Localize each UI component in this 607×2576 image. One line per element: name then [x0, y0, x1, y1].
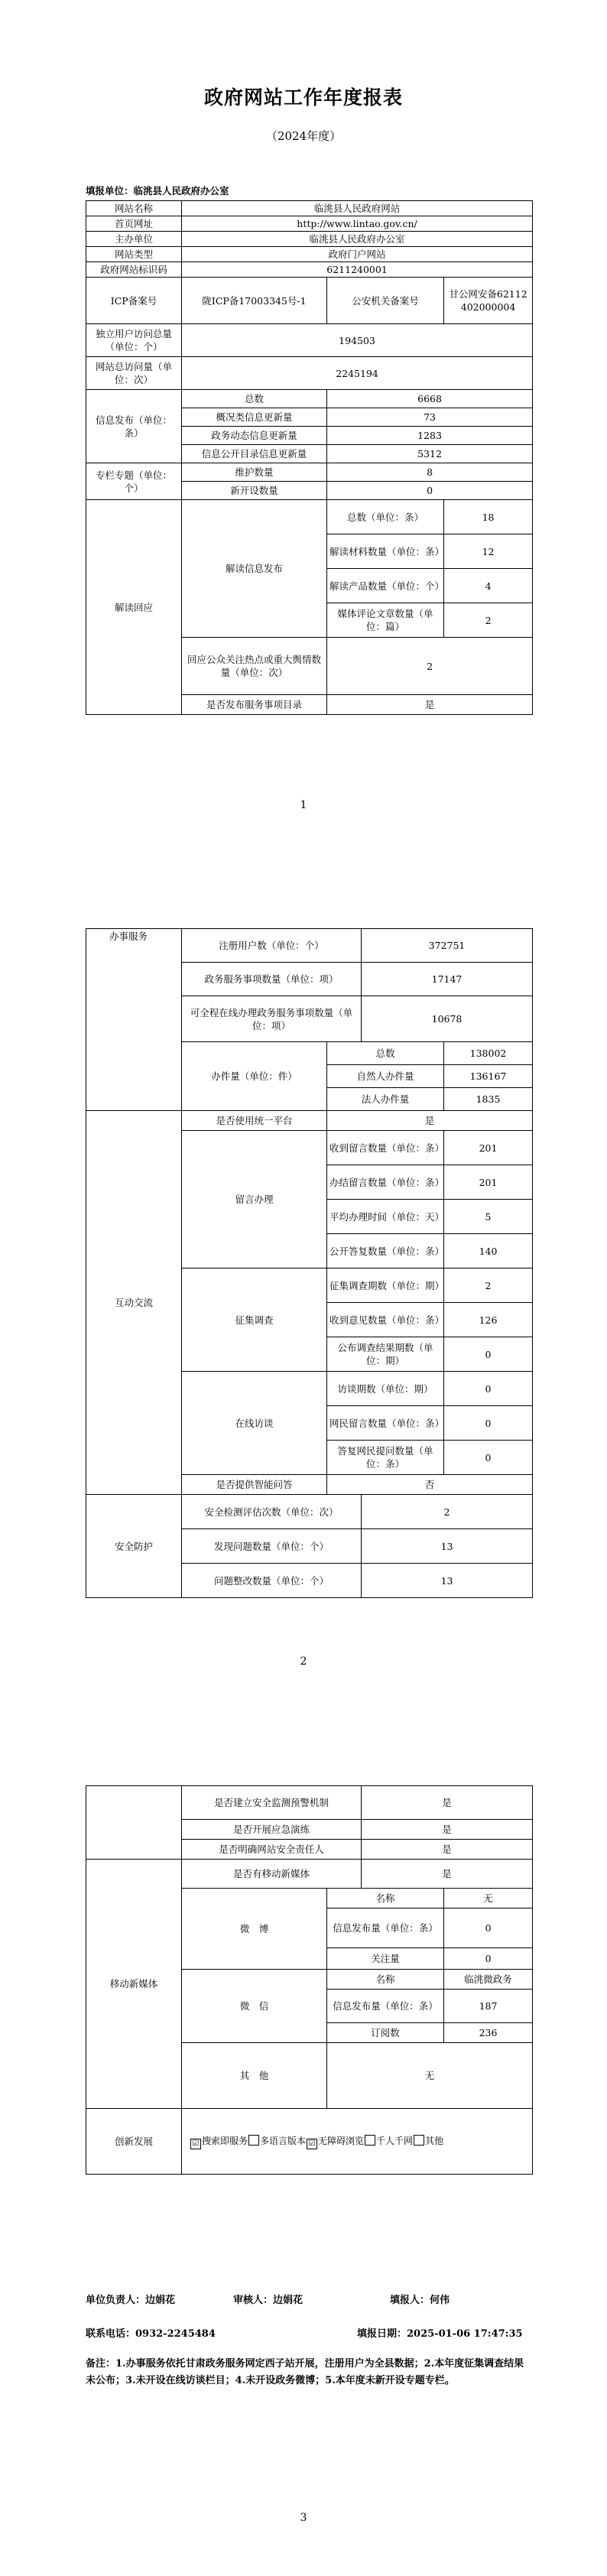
- label-interact: 互动交流: [86, 1111, 182, 1495]
- label-online-msg: 网民留言数量（单位：条）: [327, 1406, 444, 1441]
- label-publish-catalog: 信息公开目录信息更新量: [182, 445, 327, 463]
- label-interpret-hotspot: 回应公众关注热点或重大舆情数量（单位：次）: [182, 638, 327, 695]
- label-host: 主办单位: [86, 232, 182, 247]
- innovation-option[interactable]: 多语言版本: [248, 2136, 306, 2146]
- label-wechat-name: 名称: [327, 1970, 444, 1990]
- signer-leader: 单位负责人：边娟花: [86, 2295, 176, 2306]
- label-platform: 是否使用统一平台: [182, 1111, 327, 1131]
- value-survey-opinion: 126: [444, 1303, 533, 1337]
- value-sec-warn: 是: [362, 1786, 533, 1820]
- label-weibo-post: 信息发布量（单位：条）: [327, 1908, 444, 1948]
- value-site-type: 政府门户网站: [182, 247, 533, 262]
- label-cases-person: 自然人办件量: [327, 1065, 444, 1088]
- value-weibo-post: 0: [444, 1908, 533, 1948]
- label-cases-total: 总数: [327, 1042, 444, 1065]
- label-online: 在线访谈: [182, 1372, 327, 1475]
- label-publish-total: 总数: [182, 390, 327, 408]
- label-icp: ICP备案号: [86, 278, 182, 324]
- label-weibo: 微 博: [182, 1889, 327, 1970]
- value-interpret-media: 2: [444, 603, 533, 638]
- label-survey: 征集调查: [182, 1269, 327, 1372]
- value-msg-recv: 201: [444, 1131, 533, 1165]
- value-service-release: 是: [327, 695, 533, 715]
- value-online-count: 0: [444, 1372, 533, 1406]
- label-site-name: 网站名称: [86, 201, 182, 216]
- table-page-3: [86, 1785, 533, 2175]
- label-media: 移动新媒体: [86, 1860, 182, 2109]
- value-wechat-post: 187: [444, 1990, 533, 2023]
- value-online-answer: 0: [444, 1441, 533, 1475]
- label-weibo-follow: 关注量: [327, 1948, 444, 1970]
- label-online-answer: 答复网民提问数量（单位：条）: [327, 1441, 444, 1475]
- checkbox-icon[interactable]: ☑: [307, 2139, 317, 2149]
- value-pv: 2245194: [182, 357, 533, 390]
- value-smart-qa: 否: [327, 1475, 533, 1495]
- label-msg-days: 平均办理时间（单位：天）: [327, 1200, 444, 1234]
- checkbox-icon[interactable]: [414, 2135, 424, 2146]
- value-sec-fix: 13: [362, 1564, 533, 1598]
- label-media-other: 其 他: [182, 2043, 327, 2109]
- label-smart-qa: 是否提供智能问答: [182, 1475, 327, 1495]
- label-msg: 留言办理: [182, 1131, 327, 1269]
- value-cases-total: 138002: [444, 1042, 533, 1065]
- label-column-new: 新开设数量: [182, 482, 327, 500]
- value-msg-days: 5: [444, 1200, 533, 1234]
- label-publish-overview: 概况类信息更新量: [182, 408, 327, 427]
- label-msg-done: 办结留言数量（单位：条）: [327, 1165, 444, 1200]
- value-sec-owner: 是: [362, 1840, 533, 1860]
- value-site-name: 临洮县人民政府网站: [182, 201, 533, 216]
- label-homepage: 首页网址: [86, 216, 182, 232]
- label-security: 安全防护: [86, 1495, 182, 1598]
- value-service-items: 17147: [362, 963, 533, 996]
- label-survey-count: 征集调查期数（单位：期）: [327, 1269, 444, 1303]
- label-publish: 信息发布（单位：条）: [86, 390, 182, 463]
- value-publish-total: 6668: [327, 390, 533, 408]
- report-year: （2024年度）: [265, 129, 342, 143]
- table-page-2: [86, 928, 533, 1598]
- value-wechat-sub: 236: [444, 2023, 533, 2043]
- label-site-code: 政府网站标识码: [86, 262, 182, 278]
- value-homepage[interactable]: http://www.lintao.gov.cn/: [182, 216, 533, 232]
- value-interpret-product: 4: [444, 569, 533, 603]
- table-page-1: [86, 200, 533, 715]
- value-police: 甘公网安备62112402000004: [444, 278, 533, 324]
- label-service-users: 注册用户数（单位：个）: [182, 929, 362, 963]
- label-pv: 网站总访问量（单位：次）: [86, 357, 182, 390]
- label-uv: 独立用户访问总量（单位：个）: [86, 324, 182, 357]
- value-publish-catalog: 5312: [327, 445, 533, 463]
- value-interpret-total: 18: [444, 500, 533, 534]
- label-msg-recv: 收到留言数量（单位：条）: [327, 1131, 444, 1165]
- value-media-other: 无: [327, 2043, 533, 2109]
- value-service-online: 10678: [362, 996, 533, 1042]
- label-interpret-total: 总数（单位：条）: [327, 500, 444, 534]
- label-publish-dynamic: 政务动态信息更新量: [182, 427, 327, 445]
- value-sec-issue: 13: [362, 1529, 533, 1564]
- label-service-cases: 办件量（单位：件）: [182, 1042, 327, 1111]
- innovation-options: [182, 2109, 533, 2175]
- fill-date: 填报日期：2025-01-06 17:47:35: [357, 2328, 523, 2340]
- label-interpret-product: 解读产品数量（单位：个）: [327, 569, 444, 603]
- value-publish-dynamic: 1283: [327, 427, 533, 445]
- signer-filler: 填报人：何伟: [390, 2295, 450, 2306]
- value-uv: 194503: [182, 324, 533, 357]
- label-police: 公安机关备案号: [327, 278, 444, 324]
- remarks: 备注：1.办事服务依托甘肃政务服务网定西子站开展，注册用户为全县数据；2.本年度征集调查结果未公布；3.未开设在线访谈栏目；4.未开设政务微博；5.本年度未新开设专题专栏。: [86, 2358, 524, 2386]
- label-weibo-name: 名称: [327, 1889, 444, 1908]
- label-survey-result: 公布调查结果期数（单位：期）: [327, 1337, 444, 1372]
- checkbox-icon[interactable]: [248, 2135, 259, 2146]
- label-wechat-sub: 订阅数: [327, 2023, 444, 2043]
- value-service-users: 372751: [362, 929, 533, 963]
- value-cases-legal: 1835: [444, 1088, 533, 1111]
- label-cases-legal: 法人办件量: [327, 1088, 444, 1111]
- innovation-option[interactable]: ☑ 搜索即服务: [190, 2136, 248, 2146]
- label-innovation: 创新发展: [86, 2109, 182, 2175]
- label-msg-public: 公开答复数量（单位：条）: [327, 1234, 444, 1269]
- label-sec-drill: 是否开展应急演练: [182, 1820, 362, 1840]
- report-title: 政府网站工作年度报表: [203, 86, 403, 109]
- value-online-msg: 0: [444, 1406, 533, 1441]
- label-online-count: 访谈期数（单位：期）: [327, 1372, 444, 1406]
- label-site-type: 网站类型: [86, 247, 182, 262]
- value-weibo-follow: 0: [444, 1948, 533, 1970]
- label-interpret: 解读回应: [86, 500, 182, 715]
- fill-unit: 填报单位：临洮县人民政府办公室: [86, 185, 229, 197]
- label-sec-check: 安全检测评估次数（单位：次）: [182, 1495, 362, 1529]
- value-wechat-name: 临洮微政务: [444, 1970, 533, 1990]
- value-icp: 陇ICP备17003345号-1: [182, 278, 327, 324]
- value-interpret-material: 12: [444, 534, 533, 569]
- value-weibo-name: 无: [444, 1889, 533, 1908]
- value-host: 临洮县人民政府办公室: [182, 232, 533, 247]
- label-survey-opinion: 收到意见数量（单位：条）: [327, 1303, 444, 1337]
- label-column-maintain: 维护数量: [182, 463, 327, 482]
- label-media-has: 是否有移动新媒体: [182, 1860, 362, 1889]
- value-platform: 是: [327, 1111, 533, 1131]
- value-msg-public: 140: [444, 1234, 533, 1269]
- label-service-online: 可全程在线办理政务服务事项数量（单位：项）: [182, 996, 362, 1042]
- label-wechat: 微 信: [182, 1970, 327, 2043]
- signer-reviewer: 审核人：边娟花: [233, 2295, 304, 2306]
- value-cases-person: 136167: [444, 1065, 533, 1088]
- label-column: 专栏专题（单位：个）: [86, 463, 182, 500]
- label-service: 办事服务: [86, 929, 182, 1111]
- value-sec-drill: 是: [362, 1820, 533, 1840]
- value-column-maintain: 8: [327, 463, 533, 482]
- label-sec-issue: 发现问题数量（单位：个）: [182, 1529, 362, 1564]
- label-service-items: 政务服务事项数量（单位：项）: [182, 963, 362, 996]
- innovation-option[interactable]: 其他: [413, 2136, 443, 2146]
- value-msg-done: 201: [444, 1165, 533, 1200]
- value-survey-count: 2: [444, 1269, 533, 1303]
- label-sec-warn: 是否建立安全监测预警机制: [182, 1786, 362, 1820]
- label-wechat-post: 信息发布量（单位：条）: [327, 1990, 444, 2023]
- innovation-option[interactable]: 千人千网: [364, 2136, 413, 2146]
- value-media-has: 是: [362, 1860, 533, 1889]
- innovation-option[interactable]: ☑ 无障碍浏览: [306, 2136, 364, 2146]
- label-sec-fix: 问题整改数量（单位：个）: [182, 1564, 362, 1598]
- contact-phone: 联系电话：0932-2245484: [86, 2328, 216, 2340]
- page-number-1: 1: [300, 799, 307, 811]
- value-publish-overview: 73: [327, 408, 533, 427]
- page-number-2: 2: [300, 1655, 307, 1668]
- value-site-code: 6211240001: [182, 262, 533, 278]
- value-survey-result: 0: [444, 1337, 533, 1372]
- checkbox-icon[interactable]: [365, 2135, 375, 2146]
- label-service-release: 是否发布服务事项目录: [182, 695, 327, 715]
- label-sec-owner: 是否明确网站安全责任人: [182, 1840, 362, 1860]
- page-number-3: 3: [300, 2512, 307, 2524]
- value-sec-check: 2: [362, 1495, 533, 1529]
- value-interpret-hotspot: 2: [327, 638, 533, 695]
- checkbox-icon[interactable]: ☑: [190, 2139, 201, 2149]
- label-interpret-media: 媒体评论文章数量（单位：篇）: [327, 603, 444, 638]
- value-column-new: 0: [327, 482, 533, 500]
- label-interpret-material: 解读材料数量（单位：条）: [327, 534, 444, 569]
- label-interpret-publish: 解读信息发布: [182, 500, 327, 638]
